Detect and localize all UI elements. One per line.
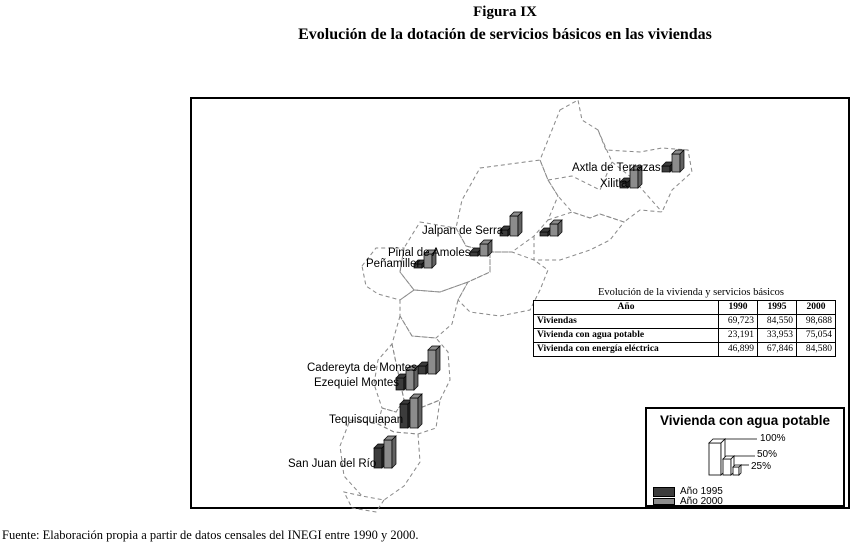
bar-2000-sanjuan (384, 436, 396, 468)
place-label-cadereyta: Cadereyta de Montes (307, 362, 417, 374)
table-header-row (534, 301, 836, 315)
place-label-pinal: Pinal de Amoles (388, 247, 471, 259)
place-label-tequisquiapan: Tequisquiapan (329, 414, 404, 426)
table-row-label: Viviendas (534, 315, 719, 329)
place-label-ezequiel: Ezequiel Montes (314, 377, 400, 389)
legend-box (645, 407, 845, 507)
bar-2000-pinal (480, 240, 492, 256)
legend-scale-100: 100% (760, 433, 786, 444)
table-cell: 98,688 (797, 315, 836, 329)
legend-scale-graphic (647, 409, 843, 505)
boundary-south (344, 492, 384, 512)
legend-title: Vivienda con agua potable (659, 413, 831, 428)
legend-swatch-2000 (653, 498, 675, 505)
table-cell: 33,953 (758, 329, 797, 343)
bar-2000-cadereyta (428, 346, 440, 374)
bar-2000-jalpan (510, 212, 522, 236)
data-table (533, 300, 836, 357)
table-cell: 75,054 (797, 329, 836, 343)
table-row-label: Vivienda con energía eléctrica (534, 343, 719, 357)
boundary-center (400, 282, 468, 338)
legend-label-1995: Año 1995 (680, 486, 723, 497)
table-header-cell: 1990 (719, 301, 758, 315)
legend-swatch-1995 (653, 487, 675, 497)
table-row (534, 329, 836, 343)
table-cell: 84,550 (758, 315, 797, 329)
legend-scale-50: 50% (757, 449, 778, 460)
legend-scale-25: 25% (751, 461, 772, 472)
table-header-cell: 2000 (797, 301, 836, 315)
place-label-xilitla: Xilitla (600, 178, 628, 190)
table-header-cell: Año (534, 301, 719, 315)
table-row (534, 315, 836, 329)
table-cell: 23,191 (719, 329, 758, 343)
figure-label: Figura IX (473, 4, 537, 20)
bar-2000-axtla (672, 150, 684, 172)
place-label-sanjuan: San Juan del Río (288, 458, 377, 470)
boundary-jalpan (456, 160, 558, 252)
place-label-axtla: Axtla de Terrazas (572, 162, 661, 174)
bar-2000-east (550, 220, 562, 236)
figure-title: Evolución de la dotación de servicios básicos en las viviendas (298, 26, 712, 43)
boundary-north (540, 100, 692, 222)
table-row-label: Vivienda con agua potable (534, 329, 719, 343)
place-label-jalpan: Jalpan de Serra (422, 225, 504, 237)
table-header-cell: 1995 (758, 301, 797, 315)
table-cell: 84,580 (797, 343, 836, 357)
bar-2000-tequisquiapan (410, 394, 422, 428)
table-row (534, 343, 836, 357)
table-cell: 67,846 (758, 343, 797, 357)
table-cell: 46,899 (719, 343, 758, 357)
place-label-penamiller: Peñamiller (366, 258, 421, 270)
source-note: Fuente: Elaboración propia a partir de datos censales del INEGI entre 1990 y 2000. (2, 528, 419, 542)
legend-label-2000: Año 2000 (680, 496, 723, 507)
table-cell: 69,723 (719, 315, 758, 329)
table-title: Evolución de la vivienda y servicios básicos (597, 287, 785, 298)
